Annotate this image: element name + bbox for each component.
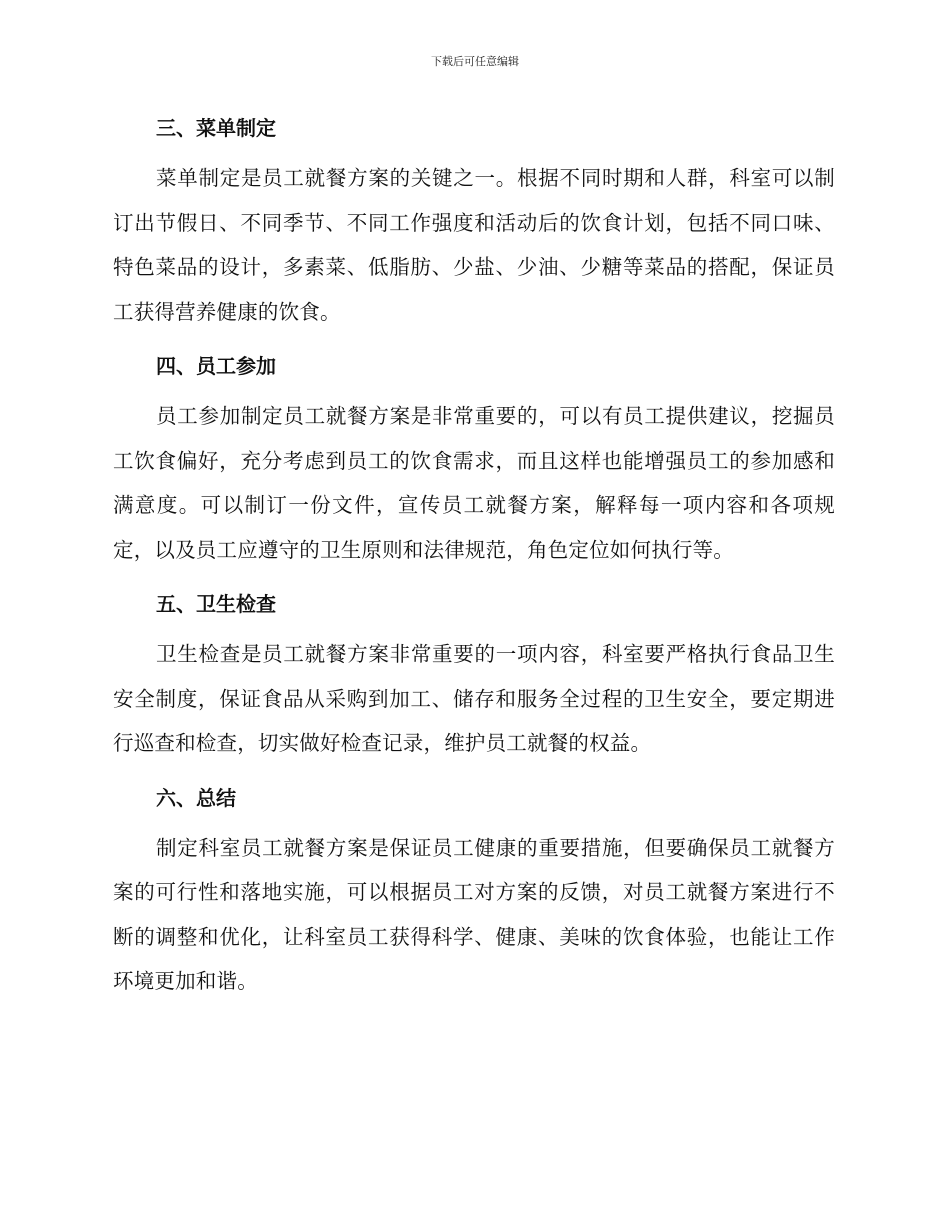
section-heading: 五、卫生检查: [156, 592, 276, 616]
page-header: 下载后可任意编辑: [431, 55, 519, 68]
section-heading: 六、总结: [156, 785, 236, 810]
section-heading: 四、员工参加: [156, 354, 276, 378]
section-paragraph: 制定科室员工就餐方案是保证员工健康的重要措施，但要确保员工就餐方案的可行性和落地实施，可以根据员工对方案的反馈，对员工就餐方案进行不断的调整和优化，让科室员工获得科学、健康、美味的饮食体验，也能让工作环境更加和谐。: [113, 835, 835, 993]
section-hygiene-inspection: [113, 586, 835, 766]
section-summary: [113, 780, 835, 1004]
section-paragraph: 卫生检查是员工就餐方案非常重要的一项内容，科室要严格执行食品卫生安全制度，保证食品从采购到加工、储存和服务全过程的卫生安全，要定期进行巡查和检查，切实做好检查记录，维护员工就餐的权益。: [113, 642, 835, 755]
section-heading: 三、菜单制定: [156, 116, 276, 140]
section-menu-planning: [113, 110, 835, 334]
section-employee-participation: [113, 348, 835, 572]
document-body: [113, 110, 835, 1004]
section-paragraph: 员工参加制定员工就餐方案是非常重要的，可以有员工提供建议，挖掘员工饮食偏好，充分考虑到员工的饮食需求，而且这样也能增强员工的参加感和满意度。可以制订一份文件，宣传员工就餐方案，解释每一项内容和各项规定，以及员工应遵守的卫生原则和法律规范，角色定位如何执行等。: [113, 404, 835, 562]
section-paragraph: 菜单制定是员工就餐方案的关键之一。根据不同时期和人群，科室可以制订出节假日、不同季节、不同工作强度和活动后的饮食计划，包括不同口味、特色菜品的设计，多素菜、低脂肪、少盐、少油、少糖等菜品的搭配，保证员工获得营养健康的饮食。: [113, 166, 835, 324]
